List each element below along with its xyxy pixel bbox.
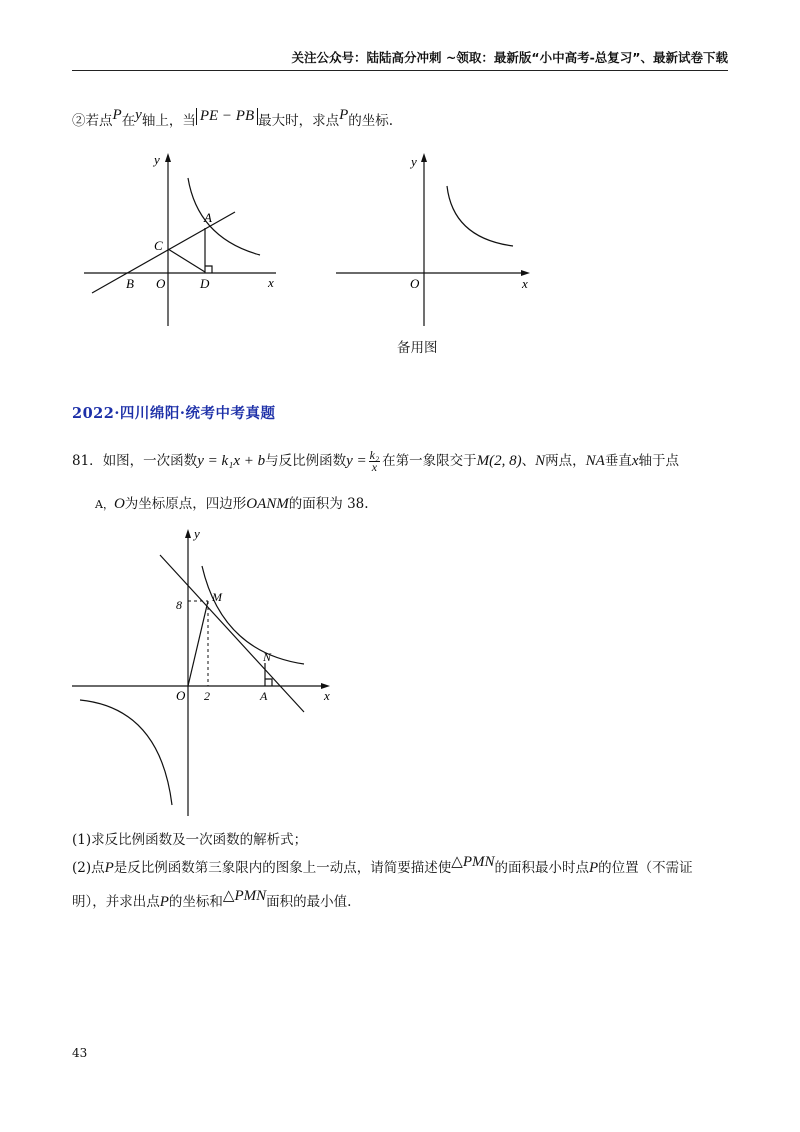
fig2-label-x: x bbox=[522, 276, 528, 291]
part2-question: ②若点P在y轴上，当 PE − PB 最大时，求点P的坐标. bbox=[72, 107, 394, 129]
fig1-label-x: x bbox=[268, 275, 274, 290]
figure-2-caption: 备用图 bbox=[397, 340, 438, 356]
triangle-pmn: △PMN bbox=[451, 854, 495, 870]
fig3-right-angle bbox=[265, 679, 272, 686]
point-m: M(2, 8) bbox=[476, 453, 522, 469]
fig3-label-a: A bbox=[260, 689, 268, 703]
linear-function: y = k₁x + b bbox=[197, 453, 266, 469]
inverse-fraction: $\frac{\text{k₂}}{x}$ bbox=[369, 448, 380, 474]
problem-81-line-2: A，O为坐标原点，四边形OANM的面积为 38. bbox=[95, 496, 369, 512]
section-title: 2022·四川绵阳·统考中考真题 bbox=[72, 405, 276, 422]
figure-3-graph bbox=[70, 520, 340, 820]
abs-pe-pb: PE − PB bbox=[196, 108, 258, 125]
fig2-hyperbola bbox=[447, 186, 513, 246]
header-rule bbox=[72, 70, 728, 71]
fig1-label-y: y bbox=[154, 152, 160, 167]
fig2-label-y: y bbox=[411, 154, 417, 169]
fig1-hyperbola bbox=[188, 178, 260, 255]
fig1-segment-cd bbox=[168, 249, 205, 272]
problem-81-line-1: 81．如图，一次函数y = k₁x + b与反比例函数y = $\frac{\text{k₂}}{x}$ 在第一象限交于M(2, 8)、N两点，NA垂直x轴于点 bbox=[72, 448, 680, 474]
fig3-label-o: O bbox=[176, 688, 186, 703]
fig1-label-b: B bbox=[126, 276, 134, 291]
figure-2-graph bbox=[330, 150, 540, 330]
fig3-hyperbola-q3 bbox=[80, 700, 172, 805]
fig1-label-c: C bbox=[154, 238, 163, 253]
fig1-right-angle bbox=[205, 266, 212, 273]
figure-1-graph bbox=[80, 150, 290, 330]
fig3-tick-2: 2 bbox=[204, 689, 210, 703]
fig3-label-x: x bbox=[324, 688, 330, 703]
sub-question-2-line-2: 明），并求出点P的坐标和△PMN面积的最小值. bbox=[72, 888, 352, 910]
fig3-label-m: M bbox=[212, 590, 222, 604]
fig3-y-arrow bbox=[185, 529, 191, 538]
fig2-label-o: O bbox=[410, 276, 420, 291]
fig1-label-d: D bbox=[200, 276, 210, 291]
page-header: 关注公众号：陆陆高分冲刺 ~领取：最新版“小中高考-总复习”、最新试卷下载 bbox=[291, 50, 728, 65]
fig3-label-y: y bbox=[194, 526, 200, 541]
fig3-hyperbola-q1 bbox=[202, 566, 304, 664]
fig3-tick-8: 8 bbox=[176, 598, 182, 612]
triangle-pmn-2: △PMN bbox=[222, 888, 267, 904]
fig1-label-a: A bbox=[204, 210, 212, 225]
sub-question-1: (1)求反比例函数及一次函数的解析式； bbox=[72, 832, 308, 848]
fig3-label-n: N bbox=[263, 650, 272, 664]
fig1-y-arrow bbox=[165, 153, 171, 162]
fig3-segment-om bbox=[188, 601, 208, 686]
fig2-y-arrow bbox=[421, 153, 427, 162]
fig1-label-o: O bbox=[156, 276, 166, 291]
page-number: 43 bbox=[72, 1046, 88, 1060]
sub-question-2-line-1: (2)点P是反比例函数第三象限内的图象上一动点，请简要描述使△PMN的面积最小时点P的位置（不需证 bbox=[72, 854, 693, 876]
problem-number: 81． bbox=[72, 453, 103, 469]
circled-2-marker: ② bbox=[72, 113, 86, 129]
